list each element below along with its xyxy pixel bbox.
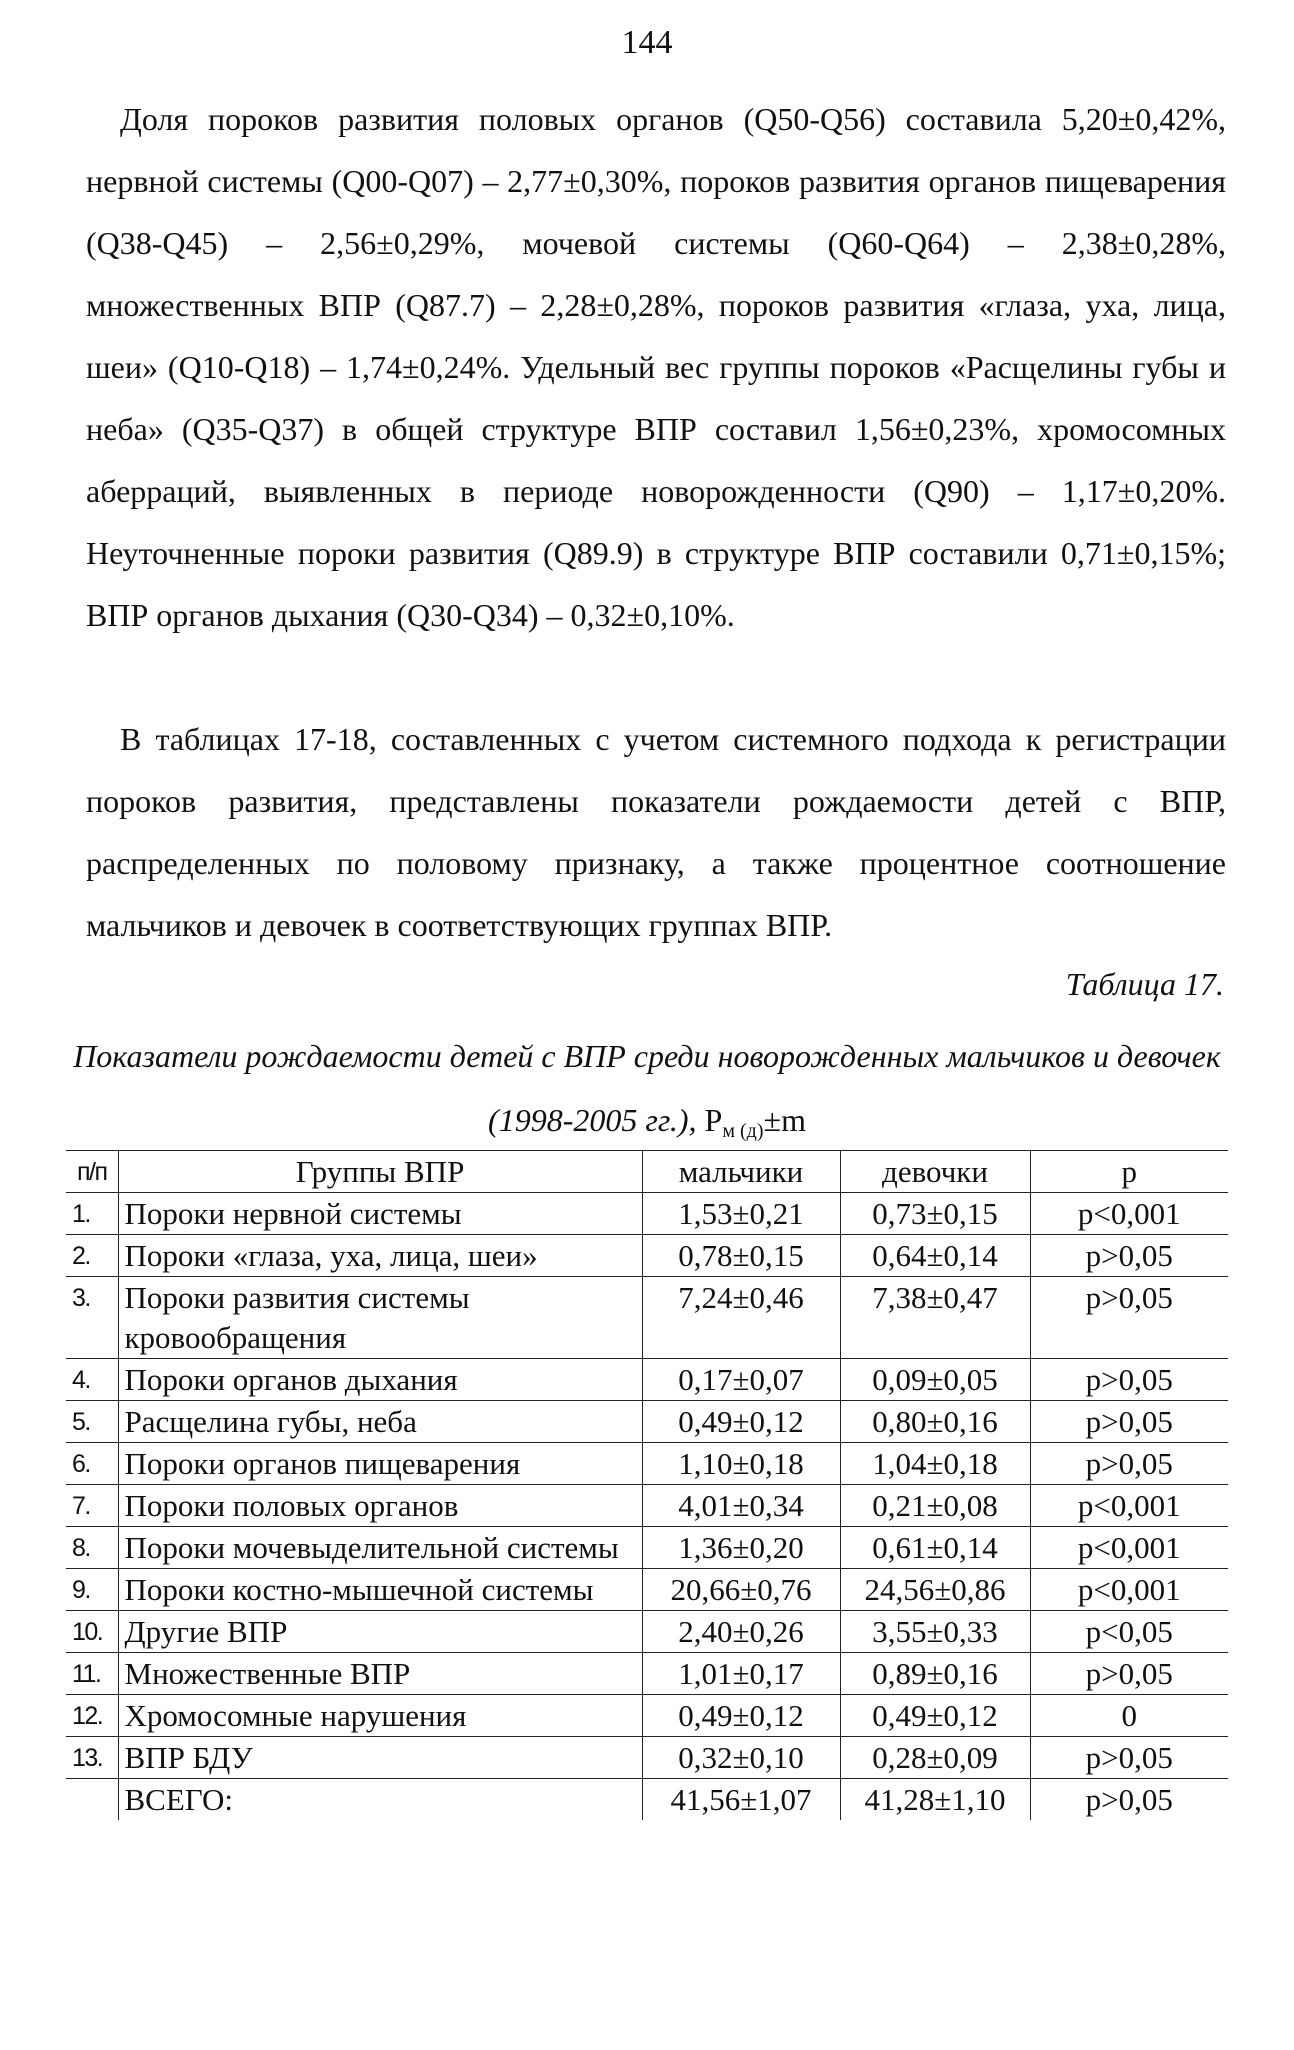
row-girls-value: 3,55±0,33 (840, 1611, 1030, 1653)
paragraph-2: В таблицах 17-18, составленных с учетом системного подхода к регистрации пороков развития, представлены показатели рождаемости детей с ВПР, распределенных по половому признаку, а также процентное соотношение мальчиков и девочек в соответствующих группах ВПР. (86, 721, 1226, 943)
row-group: Пороки органов дыхания (118, 1359, 642, 1401)
table-title (60, 1024, 1234, 1163)
row-number: 6. (66, 1443, 118, 1485)
row-p-value: р>0,05 (1030, 1401, 1228, 1443)
table-row (66, 1485, 1228, 1527)
row-group: Другие ВПР (118, 1611, 642, 1653)
row-p-value: р<0,05 (1030, 1611, 1228, 1653)
table-row (66, 1695, 1228, 1737)
row-girls-value: 0,61±0,14 (840, 1527, 1030, 1569)
table-row (66, 1359, 1228, 1401)
row-girls-value: 1,04±0,18 (840, 1443, 1030, 1485)
row-p-value: р>0,05 (1030, 1653, 1228, 1695)
table-row (66, 1401, 1228, 1443)
row-p-value: р<0,001 (1030, 1193, 1228, 1235)
row-group: ВСЕГО: (118, 1779, 642, 1821)
table-title-formula (704, 1102, 806, 1142)
table-row (66, 1277, 1228, 1359)
table-row (66, 1193, 1228, 1235)
header-group: Группы ВПР (118, 1151, 642, 1193)
row-group: Пороки нервной системы (118, 1193, 642, 1235)
row-girls-value: 0,28±0,09 (840, 1737, 1030, 1779)
row-p-value: р>0,05 (1030, 1235, 1228, 1277)
row-boys-value: 1,01±0,17 (642, 1653, 840, 1695)
header-num: п/п (66, 1151, 118, 1193)
row-boys-value: 1,53±0,21 (642, 1193, 840, 1235)
row-girls-value: 0,21±0,08 (840, 1485, 1030, 1527)
row-number: 10. (66, 1611, 118, 1653)
header-boys: мальчики (642, 1151, 840, 1193)
table-row (66, 1611, 1228, 1653)
formula-subscript: м (д) (722, 1120, 764, 1142)
row-group: Пороки органов пищеварения (118, 1443, 642, 1485)
formula-main: Р (704, 1102, 723, 1138)
table-title-text: Показатели рождаемости детей с ВПР среди новорожденных мальчиков и девочек (1998-2005 гг.), (73, 1038, 1221, 1138)
row-p-value: р<0,001 (1030, 1569, 1228, 1611)
header-girls: девочки (840, 1151, 1030, 1193)
data-table (66, 1150, 1228, 1820)
table-row (66, 1779, 1228, 1821)
table-label: Таблица 17. (1065, 966, 1224, 1002)
row-boys-value: 0,78±0,15 (642, 1235, 840, 1277)
row-p-value: р<0,001 (1030, 1527, 1228, 1569)
paragraph-1: Доля пороков развития половых органов (Q50-Q56) составила 5,20±0,42%, нервной системы (Q00-Q07) – 2,77±0,30%, пороков развития органов пищеварения (Q38-Q45) – 2,56±0,29%, мочевой системы (Q60-Q64) – 2,38±0,28%, множественных ВПР (Q87.7) – 2,28±0,28%, пороков развития «глаза, уха, лица, шеи» (Q10-Q18) – 1,74±0,24%. Удельный вес группы пороков «Расщелины губы и неба» (Q35-Q37) в общей структуре ВПР составил 1,56±0,23%, хромосомных аберраций, выявленных в периоде новорожденности (Q90) – 1,17±0,20%. Неуточненные пороки развития (Q89.9) в структуре ВПР составили 0,71±0,15%; ВПР органов дыхания (Q30-Q34) – 0,32±0,10%. (86, 101, 1226, 633)
row-p-value: р<0,001 (1030, 1485, 1228, 1527)
row-girls-value: 0,49±0,12 (840, 1695, 1030, 1737)
row-p-value: р>0,05 (1030, 1359, 1228, 1401)
row-boys-value: 1,10±0,18 (642, 1443, 840, 1485)
formula-tail: ±m (763, 1102, 806, 1138)
table-row (66, 1737, 1228, 1779)
row-boys-value: 4,01±0,34 (642, 1485, 840, 1527)
row-group: Пороки половых органов (118, 1485, 642, 1527)
row-boys-value: 41,56±1,07 (642, 1779, 840, 1821)
row-number: 9. (66, 1569, 118, 1611)
row-girls-value: 24,56±0,86 (840, 1569, 1030, 1611)
header-p: р (1030, 1151, 1228, 1193)
row-p-value: р>0,05 (1030, 1443, 1228, 1485)
row-group: Пороки костно-мышечной системы (118, 1569, 642, 1611)
page-number: 144 (621, 24, 673, 61)
row-group: Пороки развития системы кровообращения (118, 1277, 642, 1359)
table-row (66, 1443, 1228, 1485)
row-number: 3. (66, 1277, 118, 1359)
row-p-value: р>0,05 (1030, 1779, 1228, 1821)
row-number: 1. (66, 1193, 118, 1235)
row-group: Пороки мочевыделительной системы (118, 1527, 642, 1569)
row-p-value: р>0,05 (1030, 1737, 1228, 1779)
row-group: Расщелина губы, неба (118, 1401, 642, 1443)
row-number: 5. (66, 1401, 118, 1443)
row-boys-value: 1,36±0,20 (642, 1527, 840, 1569)
row-boys-value: 7,24±0,46 (642, 1277, 840, 1359)
table-row (66, 1653, 1228, 1695)
row-group: ВПР БДУ (118, 1737, 642, 1779)
row-girls-value: 41,28±1,10 (840, 1779, 1030, 1821)
row-p-value: р>0,05 (1030, 1277, 1228, 1359)
row-number: 11. (66, 1653, 118, 1695)
row-girls-value: 0,80±0,16 (840, 1401, 1030, 1443)
table-header-row (66, 1151, 1228, 1193)
row-girls-value: 0,89±0,16 (840, 1653, 1030, 1695)
row-boys-value: 2,40±0,26 (642, 1611, 840, 1653)
row-boys-value: 20,66±0,76 (642, 1569, 840, 1611)
row-number: 13. (66, 1737, 118, 1779)
row-p-value: 0 (1030, 1695, 1228, 1737)
row-boys-value: 0,49±0,12 (642, 1695, 840, 1737)
table-row (66, 1527, 1228, 1569)
row-group: Пороки «глаза, уха, лица, шеи» (118, 1235, 642, 1277)
row-girls-value: 7,38±0,47 (840, 1277, 1030, 1359)
row-number (66, 1779, 118, 1821)
row-number: 2. (66, 1235, 118, 1277)
table-row (66, 1235, 1228, 1277)
row-boys-value: 0,32±0,10 (642, 1737, 840, 1779)
row-boys-value: 0,49±0,12 (642, 1401, 840, 1443)
row-group: Множественные ВПР (118, 1653, 642, 1695)
row-group: Хромосомные нарушения (118, 1695, 642, 1737)
row-number: 7. (66, 1485, 118, 1527)
row-number: 4. (66, 1359, 118, 1401)
row-number: 8. (66, 1527, 118, 1569)
table-body (66, 1193, 1228, 1821)
table-row (66, 1569, 1228, 1611)
row-girls-value: 0,73±0,15 (840, 1193, 1030, 1235)
row-girls-value: 0,64±0,14 (840, 1235, 1030, 1277)
row-boys-value: 0,17±0,07 (642, 1359, 840, 1401)
row-number: 12. (66, 1695, 118, 1737)
row-girls-value: 0,09±0,05 (840, 1359, 1030, 1401)
